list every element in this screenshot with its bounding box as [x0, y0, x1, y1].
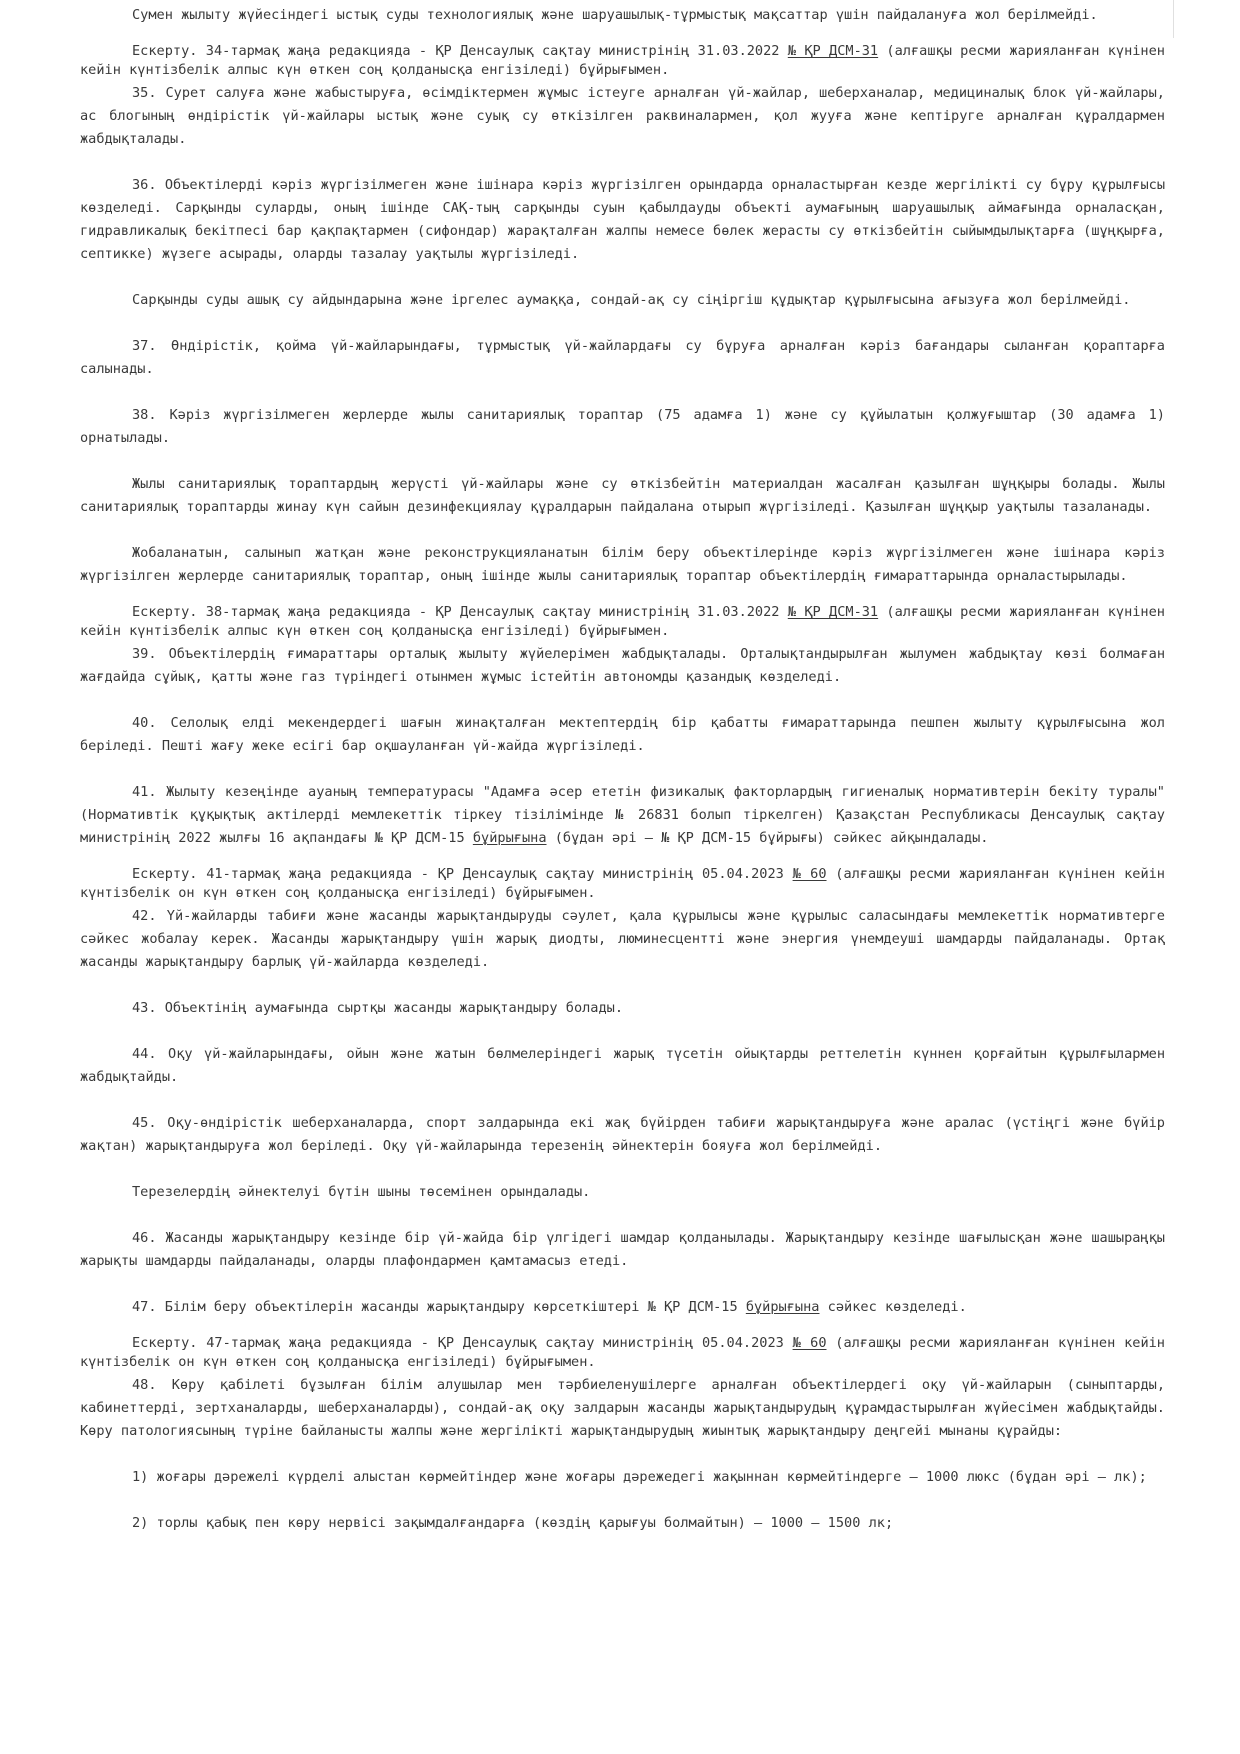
amendment-note-38: Ескерту. 38-тармақ жаңа редакцияда - ҚР Денсаулық сақтау министрінің 31.03.2022 № ҚР ДСМ-31 (алғашқы ресми жарияланған күнінен кейін күнтізбелік алпыс күн өткен соң қолданысқа енгізіледі) бұйрығымен. [80, 604, 1165, 639]
paragraph-48: 48. Көру қабілеті бұзылған білім алушылар мен тәрбиеленушілерге арналған объектілердегі оқу үй-жайларын (сыныптарды, кабинеттерді, зертханаларды, шеберханаларды), сондай-ақ оқу залдарын жасанды жарықтандырудың құрамдастырылған жүйесімен жабдықтайды. Көру патологиясының түріне байланысты жалпы және жергілікті жарықтандырудың жиынтық жарықтандыру деңгейі мынаны құрайды: [80, 1377, 1165, 1439]
paragraph-47: 47. Білім беру объектілерін жасанды жарықтандыру көрсеткіштері № ҚР ДСМ-15 бұйрығына сәйкес көзделеді. [132, 1299, 967, 1315]
amendment-note-34: Ескерту. 34-тармақ жаңа редакцияда - ҚР Денсаулық сақтау министрінің 31.03.2022 № ҚР ДСМ-31 (алғашқы ресми жарияланған күнінен кейін күнтізбелік алпыс күн өткен соң қолданысқа енгізіледі) бұйрығымен. [80, 43, 1165, 78]
paragraph-43: 43. Объектінің аумағында сыртқы жасанды жарықтандыру болады. [132, 1000, 624, 1016]
paragraph-48-item-2: 2) торлы қабық пен көру нервісі зақымдалғандарға (көздің қарығуы болмайтын) – 1000 – 1500 лк; [132, 1515, 894, 1531]
order-link-dsm-31[interactable]: № ҚР ДСМ-31 [787, 604, 879, 620]
order-link-dsm-15[interactable]: бұйрығына [472, 830, 547, 846]
paragraph-36-cont: Сарқынды суды ашық су айдындарына және іргелес аумаққа, сондай-ақ су сіңіргіш құдықтар құрылғысына ағызуға жол берілмейді. [132, 292, 1131, 308]
paragraph-39: 39. Объектілердің ғимараттары орталық жылыту жүйелерімен жабдықталады. Орталықтандырылған жылумен жабдықтау көзі болмаған жағдайда сұйық, қатты және газ түріндегі отынмен жұмыс істейтін автономды қазандық көзделеді. [80, 646, 1165, 685]
paragraph-38-cont-1: Жылы санитариялық тораптардың жерүсті үй-жайлары және су өткізбейтін материалдан жасалған қазылған шұңқыры болады. Жылы санитариялық тораптарды жинау күн сайын дезинфекциялау құралдарын пайдалана отырып жүргізіледі. Қазылған шұңқыр уақтылы тазаланады. [80, 476, 1165, 515]
paragraph-34-cont: Сумен жылыту жүйесіндегі ыстық суды технологиялық және шаруашылық-тұрмыстық мақсаттар үшін пайдалануға жол берілмейді. [132, 7, 1098, 23]
paragraph-44: 44. Оқу үй-жайларындағы, ойын және жатын бөлмелеріндегі жарық түсетін ойықтарды реттелетін күннен қорғайтын құрылғылармен жабдықтайды. [80, 1046, 1165, 1085]
paragraph-41: 41. Жылыту кезеңінде ауаның температурасы "Адамға әсер ететін физикалық факторлардың гигиеналық нормативтерін бекіту туралы" (Нормативтік құқықтық актілерді мемлекеттік тіркеу тізілімінде № 26831 болып тіркелген) Қазақстан Республикасы Денсаулық сақтау министрінің 2022 жылғы 16 ақпандағы № ҚР ДСМ-15 бұйрығына (бұдан әрі – № ҚР ДСМ-15 бұйрығы) сәйкес айқындалады. [80, 784, 1165, 846]
paragraph-36: 36. Объектілерді кәріз жүргізілмеген және ішінара кәріз жүргізілген орындарда орналастырған кезде жергілікті су бұру құрылғысы көзделеді. Сарқынды суларды, оның ішінде САҚ-тың сарқынды суын қабылдауды объекті аумағының шаруашылық аймағында орналасқан, гидравликалық бекітпесі бар қақпақтармен (сифондар) жарақталған жалпы немесе бөлек жерасты су өткізбейтін сыйымдылықтарға (шұңқырға, септикке) жүзеге асырады, оларды тазалау уақтылы жүргізіледі. [80, 177, 1165, 262]
order-link-dsm-15[interactable]: бұйрығына [745, 1299, 820, 1315]
document-body [80, 4, 1165, 1535]
paragraph-48-item-1: 1) жоғары дәрежелі күрделі алыстан көрмейтіндер және жоғары дәрежедегі жақыннан көрмейтіндерге – 1000 люкс (бұдан әрі – лк); [132, 1469, 1147, 1485]
order-link-dsm-31[interactable]: № ҚР ДСМ-31 [787, 43, 879, 59]
order-link-60[interactable]: № 60 [792, 866, 827, 882]
paragraph-45-cont: Терезелердің әйнектелуі бүтін шыны төсемінен орындалады. [132, 1184, 591, 1200]
scrollbar-edge [1173, 0, 1174, 38]
paragraph-46: 46. Жасанды жарықтандыру кезінде бір үй-жайда бір үлгідегі шамдар қолданылады. Жарықтандыру кезінде шағылысқан және шашыраңқы жарықты шамдарды пайдаланады, оларды плафондармен қамтамасыз етеді. [80, 1230, 1165, 1269]
paragraph-38: 38. Кәріз жүргізілмеген жерлерде жылы санитариялық торaптар (75 адамға 1) және су құйылатын қолжуғыштар (30 адамға 1) орнатылады. [80, 407, 1165, 446]
order-link-60[interactable]: № 60 [792, 1335, 827, 1351]
paragraph-42: 42. Үй-жайларды табиғи және жасанды жарықтандыруды сәулет, қала құрылысы және құрылыс саласындағы мемлекеттік нормативтерге сәйкес жобалау керек. Жасанды жарықтандыру үшін жарық диодты, люминесцентті және энергия үнемдеуші шамдарды пайдаланады. Ортақ жасанды жарықтандыру барлық үй-жайларда көзделеді. [80, 908, 1165, 970]
paragraph-37: 37. Өндірістік, қойма үй-жайларындағы, тұрмыстық үй-жайлардағы су бұруға арналған кәріз бағандары сыланған қораптарға салынады. [80, 338, 1165, 377]
amendment-note-41: Ескерту. 41-тармақ жаңа редакцияда - ҚР Денсаулық сақтау министрінің 05.04.2023 № 60 (алғашқы ресми жарияланған күнінен кейін күнтізбелік он күн өткен соң қолданысқа енгізіледі) бұйрығымен. [80, 866, 1165, 901]
amendment-note-47: Ескерту. 47-тармақ жаңа редакцияда - ҚР Денсаулық сақтау министрінің 05.04.2023 № 60 (алғашқы ресми жарияланған күнінен кейін күнтізбелік он күн өткен соң қолданысқа енгізіледі) бұйрығымен. [80, 1335, 1165, 1370]
paragraph-35: 35. Сурет салуға және жабыстыруға, өсімдіктермен жұмыс істеуге арналған үй-жайлар, шеберханалар, медициналық блок үй-жайлары, ас блогының өндірістік үй-жайлары ыстық және суық су өткізілген раквиналармен, қол жууға және кептіруге арналған құралдармен жабдықталады. [80, 85, 1165, 147]
paragraph-45: 45. Оқу-өндірістік шеберханаларда, спорт залдарында екі жақ бүйірден табиғи жарықтандыруға және аралас (үстіңгі және бүйір жақтан) жарықтандыруға жол беріледі. Оқу үй-жайларында терезенің әйнектерін бояуға жол берілмейді. [80, 1115, 1165, 1154]
paragraph-38-cont-2: Жобаланатын, салынып жатқан және реконструкцияланатын білім беру объектілерінде кәріз жүргізілмеген және ішінара кәріз жүргізілген жерлерде санитариялық тораптар, оның ішінде жылы санитариялық тораптар объектілердің ғимараттарында орналастырылады. [80, 545, 1165, 584]
paragraph-40: 40. Селолық елді мекендердегі шағын жинақталған мектептердің бір қабатты ғимараттарында пешпен жылыту құрылғысына жол беріледі. Пешті жағу жеке есігі бар оқшауланған үй-жайда жүргізіледі. [80, 715, 1165, 754]
